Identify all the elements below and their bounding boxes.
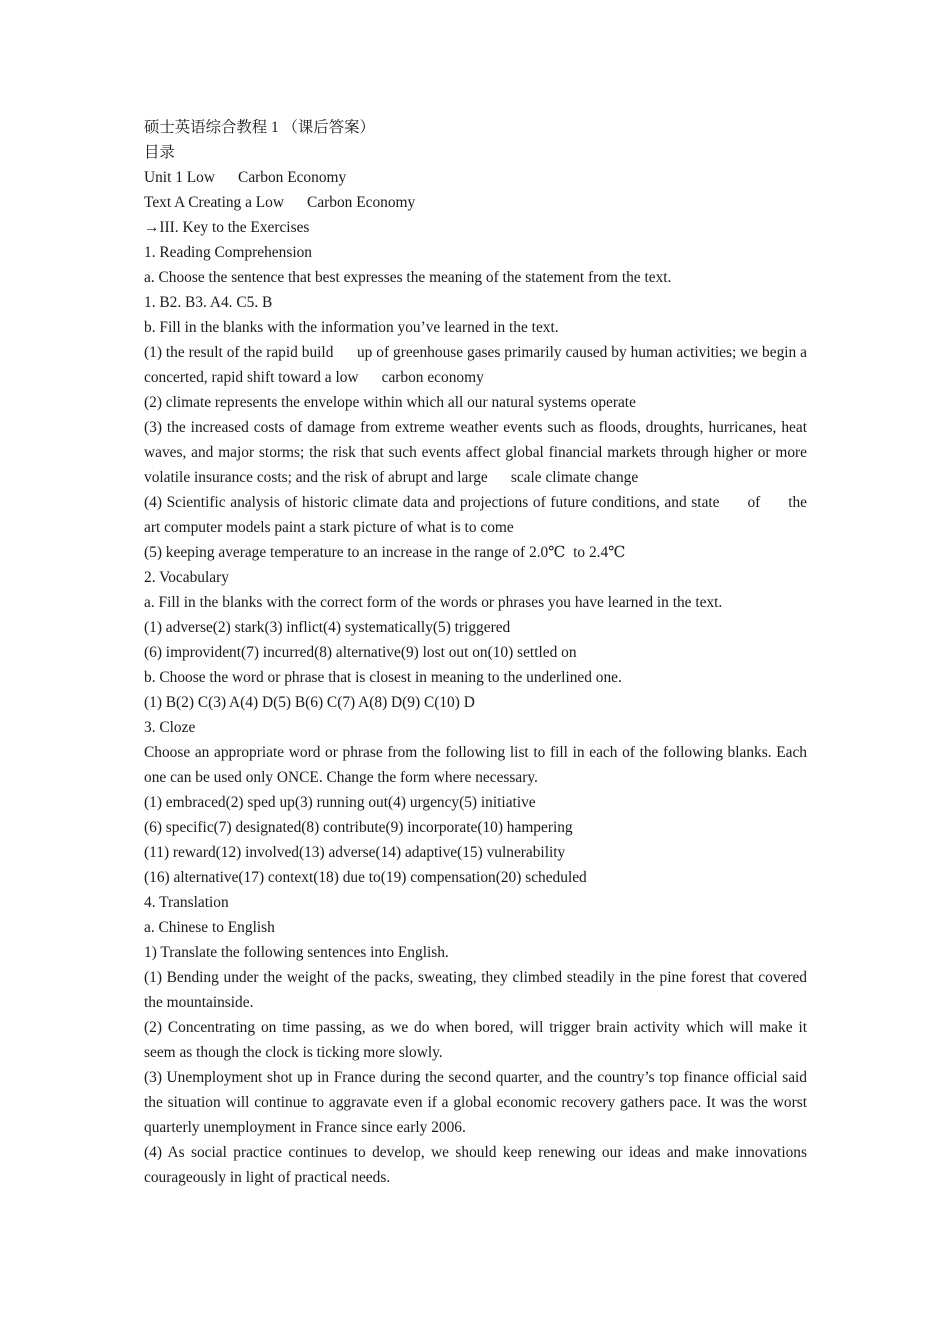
answers-2a-line-1: (1) adverse(2) stark(3) inflict(4) systematically(5) triggered: [144, 619, 511, 636]
instruction-1a: a. Choose the sentence that best expresses the meaning of the statement from the text.: [144, 269, 672, 286]
instruction-3: Choose an appropriate word or phrase from the following list to fill in each of the following blanks. Each one can be used only ONCE. Change the form where necessary.: [144, 744, 811, 786]
answer-1b-3: (3) the increased costs of damage from extreme weather events such as floods, droughts, hurricanes, heat waves, and major storms; the risk that such events affect global financial markets through higher or more volatile insurance costs; and the risk of abrupt and large scale climate change: [144, 419, 811, 486]
answer-1b-1: (1) the result of the rapid build up of greenhouse gases primarily caused by human activities; we begin a concerted, rapid shift toward a low carbon economy: [144, 344, 811, 386]
instruction-2a: a. Fill in the blanks with the correct form of the words or phrases you have learned in the text.: [144, 594, 723, 611]
answer-1b-2: (2) climate represents the envelope within which all our natural systems operate: [144, 394, 636, 411]
answers-2b: (1) B(2) C(3) A(4) D(5) B(6) C(7) A(8) D(9) C(10) D: [144, 694, 475, 711]
toc-heading: 目录: [144, 144, 175, 161]
unit-heading: Unit 1 Low Carbon Economy: [144, 169, 347, 186]
translation-4a-3: (3) Unemployment shot up in France during the second quarter, and the country’s top finance official said the situation will continue to aggravate even if a global economic recovery gathers pace. It was the worst quarterly unemployment in France since early 2006.: [144, 1069, 811, 1136]
answers-1a: 1. B2. B3. A4. C5. B: [144, 294, 273, 311]
answer-1b-4: (4) Scientific analysis of historic climate data and projections of future conditions, and state of the art computer models paint a stark picture of what is to come: [144, 494, 831, 536]
answer-1b-5: (5) keeping average temperature to an increase in the range of 2.0℃ to 2.4℃: [144, 544, 626, 561]
instruction-1b: b. Fill in the blanks with the information you’ve learned in the text.: [144, 319, 559, 336]
translation-4a-1: (1) Bending under the weight of the packs, sweating, they climbed steadily in the pine forest that covered the mountainside.: [144, 969, 811, 1011]
translation-4a-2: (2) Concentrating on time passing, as we do when bored, will trigger brain activity which will make it seem as though the clock is ticking more slowly.: [144, 1019, 811, 1061]
answers-3-line-4: (16) alternative(17) context(18) due to(19) compensation(20) scheduled: [144, 869, 587, 886]
section-heading-vocabulary: 2. Vocabulary: [144, 569, 229, 586]
answers-2a-line-2: (6) improvident(7) incurred(8) alternative(9) lost out on(10) settled on: [144, 644, 577, 661]
answers-3-line-3: (11) reward(12) involved(13) adverse(14) adaptive(15) vulnerability: [144, 844, 566, 861]
answers-3-line-1: (1) embraced(2) sped up(3) running out(4) urgency(5) initiative: [144, 794, 536, 811]
instruction-4a: 1) Translate the following sentences into English.: [144, 944, 449, 961]
instruction-2b: b. Choose the word or phrase that is closest in meaning to the underlined one.: [144, 669, 622, 686]
key-heading: →III. Key to the Exercises: [144, 219, 310, 236]
text-a-heading: Text A Creating a Low Carbon Economy: [144, 194, 416, 211]
subheading-4a: a. Chinese to English: [144, 919, 275, 936]
section-heading-cloze: 3. Cloze: [144, 719, 196, 736]
section-heading-translation: 4. Translation: [144, 894, 229, 911]
translation-4a-4: (4) As social practice continues to develop, we should keep renewing our ideas and make innovations courageously in light of practical needs.: [144, 1144, 811, 1186]
answers-3-line-2: (6) specific(7) designated(8) contribute(9) incorporate(10) hampering: [144, 819, 573, 836]
section-heading-reading: 1. Reading Comprehension: [144, 244, 312, 261]
document-title: 硕士英语综合教程 1 （课后答案）: [144, 119, 375, 136]
document-page: [144, 115, 831, 1190]
